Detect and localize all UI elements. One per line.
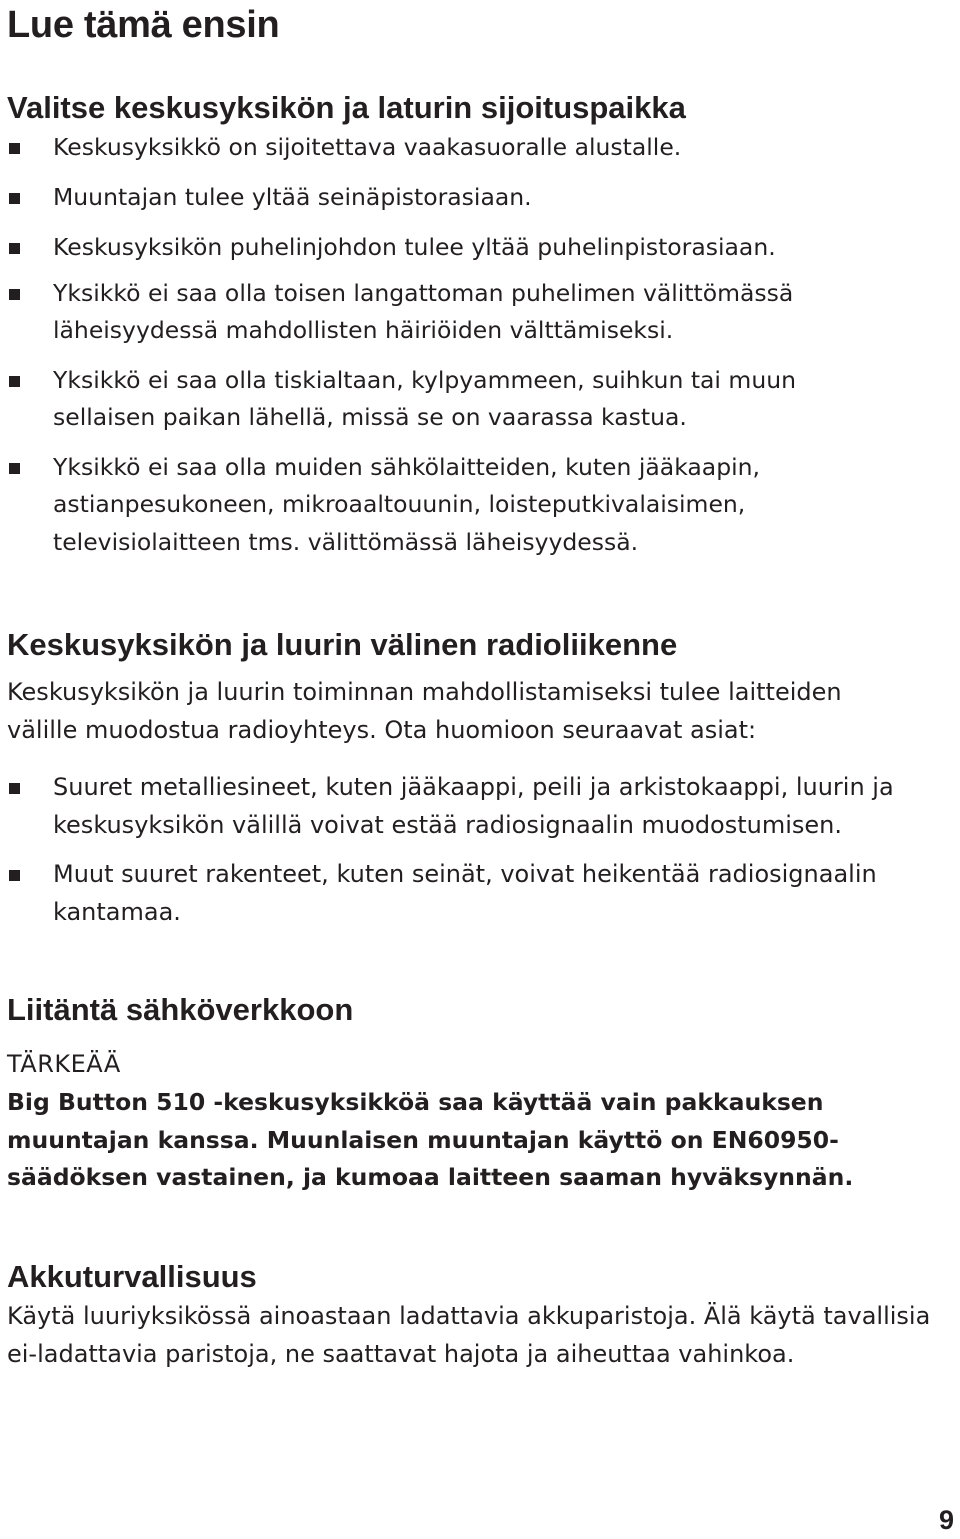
section-intro: Keskusyksikön ja luurin toiminnan mahdollistamiseksi tulee laitteiden välille muodostua radioyhteys. Ota huomioon seuraavat asiat: [7,678,842,744]
list-item: Suuret metalliesineet, kuten jääkaappi, peili ja arkistokaappi, luurin ja keskusyksikön välillä voivat estää radiosignaalin muodostumisen. [7,769,947,844]
important-text: Big Button 510 -keskusyksikköä saa käyttää vain pakkauksen muuntajan kanssa. Muunlaisen muuntajan käyttö on EN60950-säädöksen vastainen, ja kumoaa laitteen saaman hyväksynnän. [7,1088,854,1191]
square-bullet-icon [9,193,20,204]
section-heading: Liitäntä sähköverkkoon [7,992,354,1027]
section-power [7,990,947,1197]
list-item: Muuntajan tulee yltää seinäpistorasiaan. [7,179,947,217]
section-heading: Valitse keskusyksikön ja laturin sijoituspaikka [7,90,686,125]
list-item: Yksikkö ei saa olla tiskialtaan, kylpyammeen, suihkun tai muun sellaisen paikan lähellä, missä se on vaarassa kastua. [7,362,947,437]
list-item: Muut suuret rakenteet, kuten seinät, voivat heikentää radiosignaalin kantamaa. [7,856,947,931]
list-item: Yksikkö ei saa olla muiden sähkölaitteiden, kuten jääkaapin, astianpesukoneen, mikroaaltouunin, loisteputkivalaisimen, televisiolaitteen tms. välittömässä läheisyydessä. [7,449,947,562]
square-bullet-icon [9,870,20,881]
bullet-list [7,129,947,561]
square-bullet-icon [9,143,20,154]
square-bullet-icon [9,289,20,300]
square-bullet-icon [9,243,20,254]
square-bullet-icon [9,376,20,387]
page-number: 9 [938,1505,954,1535]
section-heading: Keskusyksikön ja luurin välinen radioliikenne [7,627,678,662]
square-bullet-icon [9,783,20,794]
section-radio [7,625,947,943]
list-item: Keskusyksikön puhelinjohdon tulee yltää puhelinpistorasiaan. [7,229,947,267]
section-placement [7,88,947,573]
page-title: Lue tämä ensin [7,4,280,46]
list-item: Yksikkö ei saa olla toisen langattoman puhelimen välittömässä läheisyydessä mahdollisten häiriöiden välttämiseksi. [7,275,947,350]
section-heading: Akkuturvallisuus [7,1259,257,1294]
list-item: Keskusyksikkö on sijoitettava vaakasuoralle alustalle. [7,129,947,167]
important-label: TÄRKEÄÄ [7,1050,121,1078]
section-text: Käytä luuriyksikössä ainoastaan ladattavia akkuparistoja. Älä käytä tavallisia ei-ladattavia paristoja, ne saattavat hajota ja aiheuttaa vahinkoa. [7,1302,931,1368]
square-bullet-icon [9,463,20,474]
bullet-list [7,769,947,931]
section-battery [7,1257,947,1373]
